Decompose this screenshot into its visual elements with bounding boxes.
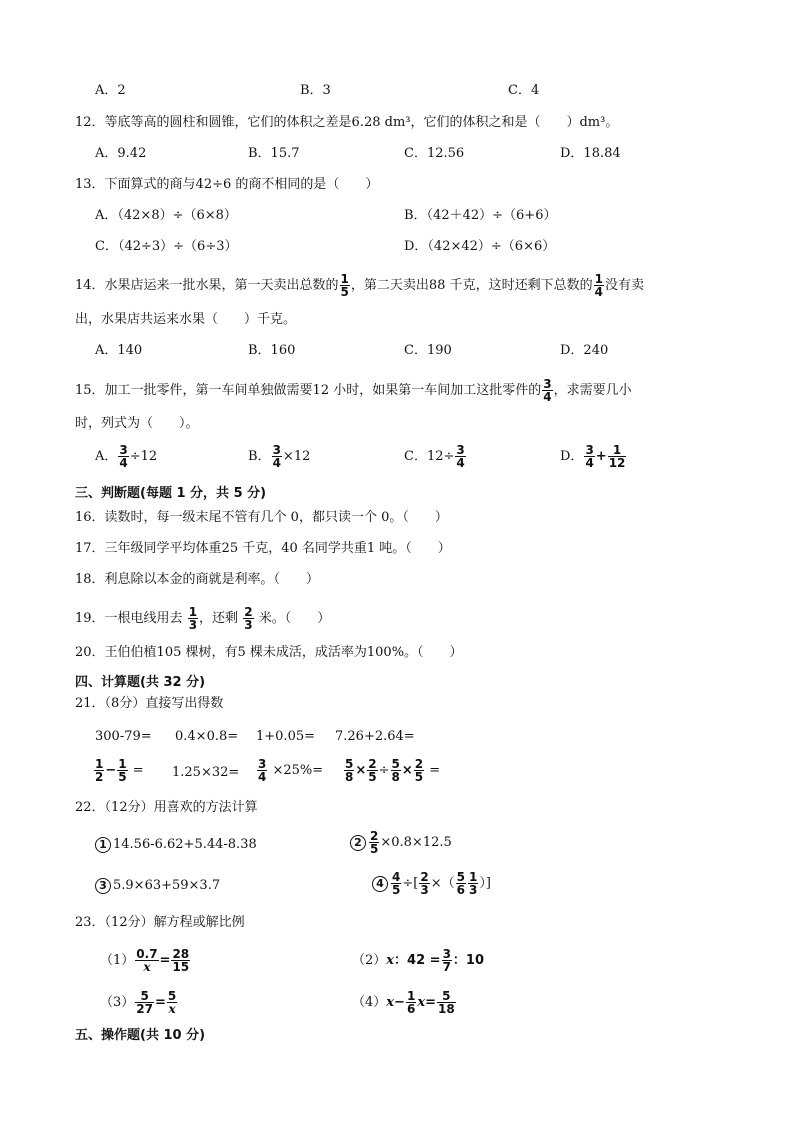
section-3-heading: 三、判断题(每题 1 分，共 5 分) — [75, 486, 267, 501]
q15-option-d: D． $\frac{3}{4}$ + $\frac{1}{12}$ — [560, 443, 626, 470]
q21-r2-c3: $\frac{3}{4}$ ×25%= — [258, 757, 324, 784]
section-5-heading: 五、操作题(共 10 分) — [75, 1028, 206, 1043]
q15-option-a: A． $\frac{3}{4}$ ÷12 — [95, 443, 158, 470]
q12-option-b: B．15.7 — [248, 146, 300, 161]
q22-title: 22．（12分）用喜欢的方法计算 — [75, 800, 258, 815]
q11-option-b: B．3 — [300, 83, 331, 98]
q23-title: 23．（12分）解方程或解比例 — [75, 915, 245, 930]
q16-text: 16．读数时，每一级末尾不管有几个 0，都只读一个 0。（ ） — [75, 510, 448, 525]
q13-text: 13．下面算式的商与42÷6 的商不相同的是（ ） — [75, 177, 379, 192]
q14-line1 — [75, 273, 644, 298]
q14-part2: ，第二天卖出88 千克，这时还剩下总数的 — [350, 278, 593, 293]
q12-option-c: C．12.56 — [404, 146, 465, 161]
q14-part3: 没有卖 — [604, 278, 644, 293]
q22-item-3: 3 5.9×63+59×3.7 — [95, 877, 220, 895]
q21-r1-c2: 0.4×0.8= — [175, 729, 239, 744]
q14-fraction-2: $\frac{1}{4}$ — [594, 272, 603, 299]
q21-r1-c1: 300-79= — [95, 729, 152, 744]
q19-text: 19．一根电线用去 $\frac{1}{3}$ ，还剩 $\frac{2}{3}$ 米。（ ） — [75, 605, 331, 632]
q14-option-a: A．140 — [95, 343, 143, 358]
q22-item-2: 2 $\frac{2}{5}$ ×0.8×12.5 — [350, 830, 452, 855]
q12-text: 12．等底等高的圆柱和圆锥，它们的体积之差是6.28 dm³，它们的体积之和是（ ）dm³。 — [75, 115, 619, 130]
q22-item-1: 1 14.56-6.62+5.44-8.38 — [95, 836, 257, 854]
q21-title: 21．（8分）直接写出得数 — [75, 696, 224, 711]
q13-option-a: A．（42×8）÷（6×8） — [95, 208, 237, 223]
q23-item-3: （3） $\frac{5}{27}$ = $\frac{5}{x}$ — [100, 989, 177, 1016]
q14-part1: 14．水果店运来一批水果，第一天卖出总数的 — [75, 278, 339, 293]
q21-r1-c4: 7.26+2.64= — [335, 729, 415, 744]
q15-part1: 15．加工一批零件，第一车间单独做需要12 小时，如果第一车间加工这批零件的 — [75, 383, 542, 398]
q15-part2: ，求需要几小 — [553, 383, 632, 398]
q17-text: 17．三年级同学平均体重25 千克，40 名同学共重1 吨。（ ） — [75, 541, 451, 556]
q14-fraction-1: $\frac{1}{5}$ — [340, 272, 349, 299]
q14-option-d: D．240 — [560, 343, 609, 358]
q14-line2: 出，水果店共运来水果（ ）千克。 — [75, 312, 297, 327]
q14-option-b: B．160 — [248, 343, 296, 358]
q15-line1 — [75, 378, 632, 403]
q13-option-c: C．（42÷3）÷（6÷3） — [95, 239, 238, 254]
q21-r2-c2: 1.25×32= — [172, 765, 240, 780]
q15-option-c: C．12÷ $\frac{3}{4}$ — [404, 443, 465, 470]
q12-option-d: D．18.84 — [560, 146, 621, 161]
q12-option-a: A．9.42 — [95, 146, 147, 161]
q11-option-c: C．4 — [508, 83, 540, 98]
q13-option-d: D．（42×42）÷（6×6） — [404, 239, 556, 254]
q11-option-a: A．2 — [95, 83, 126, 98]
q20-text: 20．王伯伯植105 棵树，有5 棵未成活，成活率为100%。（ ） — [75, 645, 463, 660]
q15-fraction: $\frac{3}{4}$ — [543, 377, 552, 404]
q15-option-b: B． $\frac{3}{4}$ ×12 — [248, 443, 311, 470]
q18-text: 18．利息除以本金的商就是利率。（ ） — [75, 572, 320, 587]
q23-item-2: （2）x：42 = $\frac{3}{7}$ ：10 — [352, 947, 485, 974]
q21-r2-c4: $\frac{5}{8}$ × $\frac{2}{5}$ ÷ $\frac{5}{8}$ × $\frac{2}{5}$ = — [345, 757, 441, 784]
section-4-heading: 四、计算题(共 32 分) — [75, 675, 206, 690]
q15-line2: 时，列式为（ ）。 — [75, 416, 199, 431]
q23-item-4: （4）x− $\frac{1}{6}$ x= $\frac{5}{18}$ — [352, 989, 455, 1016]
q21-r1-c3: 1+0.05= — [256, 729, 316, 744]
q23-item-1: （1） $\frac{0.7}{x}$ = $\frac{28}{15}$ — [100, 947, 190, 974]
q21-r2-c1: $\frac{1}{2}$ − $\frac{1}{5}$ = — [95, 757, 144, 784]
q22-item-4: 4 $\frac{4}{5}$ ÷[ $\frac{2}{3}$ ×（ $\frac{5}{6}$ $\frac{1}{3}$ ）] — [372, 871, 491, 896]
q13-option-b: B．（42＋42）÷（6+6） — [404, 208, 557, 223]
q14-option-c: C．190 — [404, 343, 452, 358]
